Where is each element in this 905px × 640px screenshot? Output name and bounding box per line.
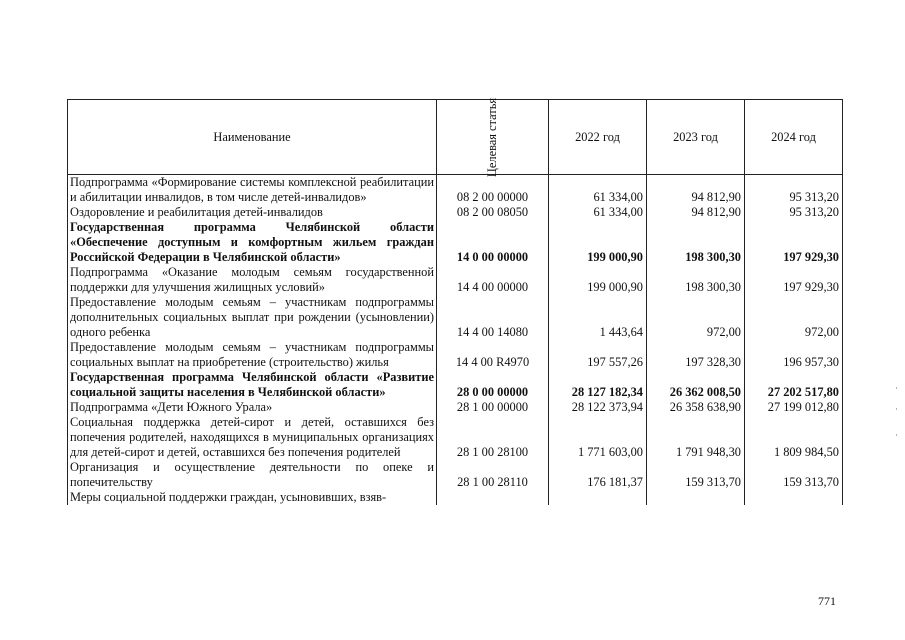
cell-code: 14 4 00 00000 [437,265,549,295]
cell-y2022: 1 443,64 [549,295,647,340]
cell-y2024: 27 199 012,80 [745,400,843,415]
cell-y2024: 972,00 [745,295,843,340]
cell-y2024: 197 929,30 [745,220,843,265]
cell-code: 14 4 00 R4970 [437,340,549,370]
header-2022: 2022 год [549,100,647,175]
header-code-text: Целевая статья [485,97,499,177]
table-row [68,175,843,206]
header-2023: 2023 год [647,100,745,175]
cell-y2024: 196 957,30 [745,340,843,370]
cell-y2022: 176 181,37 [549,460,647,490]
cell-y2023: 198 300,30 [647,220,745,265]
cell-y2023 [647,490,745,505]
cell-name: Меры социальной поддержки граждан, усыновивших, взяв- [68,490,437,505]
table-header [68,97,843,177]
cell-y2023: 26 362 008,50 [647,370,745,400]
cell-y2024 [745,490,843,505]
cell-y2023: 1 791 948,30 [647,415,745,460]
table-row [68,415,843,460]
cell-y2023: 972,00 [647,295,745,340]
margin-mark: · [895,383,898,393]
cell-name: Предоставление молодым семьям – участникам подпрограммы дополнительных социальных выплат при рождении (усыновлении) одного ребенка [68,295,437,340]
cell-name: Предоставление молодым семьям – участникам подпрограммы социальных выплат на приобретение (строительство) жилья [68,340,437,370]
cell-code: 28 1 00 28110 [437,460,549,490]
cell-code: 28 0 00 00000 [437,370,549,400]
table-row [68,400,843,415]
cell-y2023: 94 812,90 [647,205,745,220]
table-body [68,175,843,506]
cell-y2022: 28 122 373,94 [549,400,647,415]
cell-name: Социальная поддержка детей-сирот и детей, оставшихся без попечения родителей, находящихся в муниципальных организациях для детей-сирот и детей, оставшихся без попечения родителей [68,415,437,460]
cell-y2022: 61 334,00 [549,205,647,220]
cell-code [437,490,549,505]
cell-name: Оздоровление и реабилитация детей-инвалидов [68,205,437,220]
cell-code: 28 1 00 28100 [437,415,549,460]
cell-y2024: 1 809 984,50 [745,415,843,460]
margin-mark: · [895,430,898,440]
cell-y2023: 198 300,30 [647,265,745,295]
cell-y2022: 199 000,90 [549,265,647,295]
cell-y2022: 197 557,26 [549,340,647,370]
cell-y2024: 197 929,30 [745,265,843,295]
cell-y2024: 95 313,20 [745,205,843,220]
cell-y2022: 61 334,00 [549,175,647,206]
cell-code: 14 0 00 00000 [437,220,549,265]
cell-y2022: 1 771 603,00 [549,415,647,460]
table-row [68,205,843,220]
table-row [68,220,843,265]
cell-y2024: 27 202 517,80 [745,370,843,400]
table-row [68,490,843,505]
cell-y2023: 197 328,30 [647,340,745,370]
table-row [68,265,843,295]
cell-code: 28 1 00 00000 [437,400,549,415]
cell-y2023: 26 358 638,90 [647,400,745,415]
cell-y2024: 95 313,20 [745,175,843,206]
cell-code: 08 2 00 08050 [437,205,549,220]
table-row [68,370,843,400]
table-row [68,460,843,490]
page-number: 771 [818,594,836,608]
table-row [68,340,843,370]
header-name: Наименование [68,100,437,175]
cell-name: Подпрограмма «Дети Южного Урала» [68,400,437,415]
header-2024: 2024 год [745,100,843,175]
cell-code: 08 2 00 00000 [437,175,549,206]
cell-y2023: 94 812,90 [647,175,745,206]
cell-name: Организация и осуществление деятельности по опеке и попечительству [68,460,437,490]
cell-name: Подпрограмма «Оказание молодым семьям государственной поддержки для улучшения жилищных условий» [68,265,437,295]
cell-y2024: 159 313,70 [745,460,843,490]
cell-code: 14 4 00 14080 [437,295,549,340]
header-code [437,97,549,177]
cell-y2022: 199 000,90 [549,220,647,265]
cell-y2023: 159 313,70 [647,460,745,490]
cell-y2022 [549,490,647,505]
budget-table [67,99,843,505]
cell-name: Подпрограмма «Формирование системы комплексной реабилитации и абилитации инвалидов, в том числе детей-инвалидов» [68,175,437,206]
margin-mark: · [895,404,898,414]
cell-name: Государственная программа Челябинской области «Развитие социальной защиты населения в Челябинской области» [68,370,437,400]
cell-name: Государственная программа Челябинской области «Обеспечение доступным и комфортным жильем граждан Российской Федерации в Челябинской области» [68,220,437,265]
table-row [68,295,843,340]
cell-y2022: 28 127 182,34 [549,370,647,400]
